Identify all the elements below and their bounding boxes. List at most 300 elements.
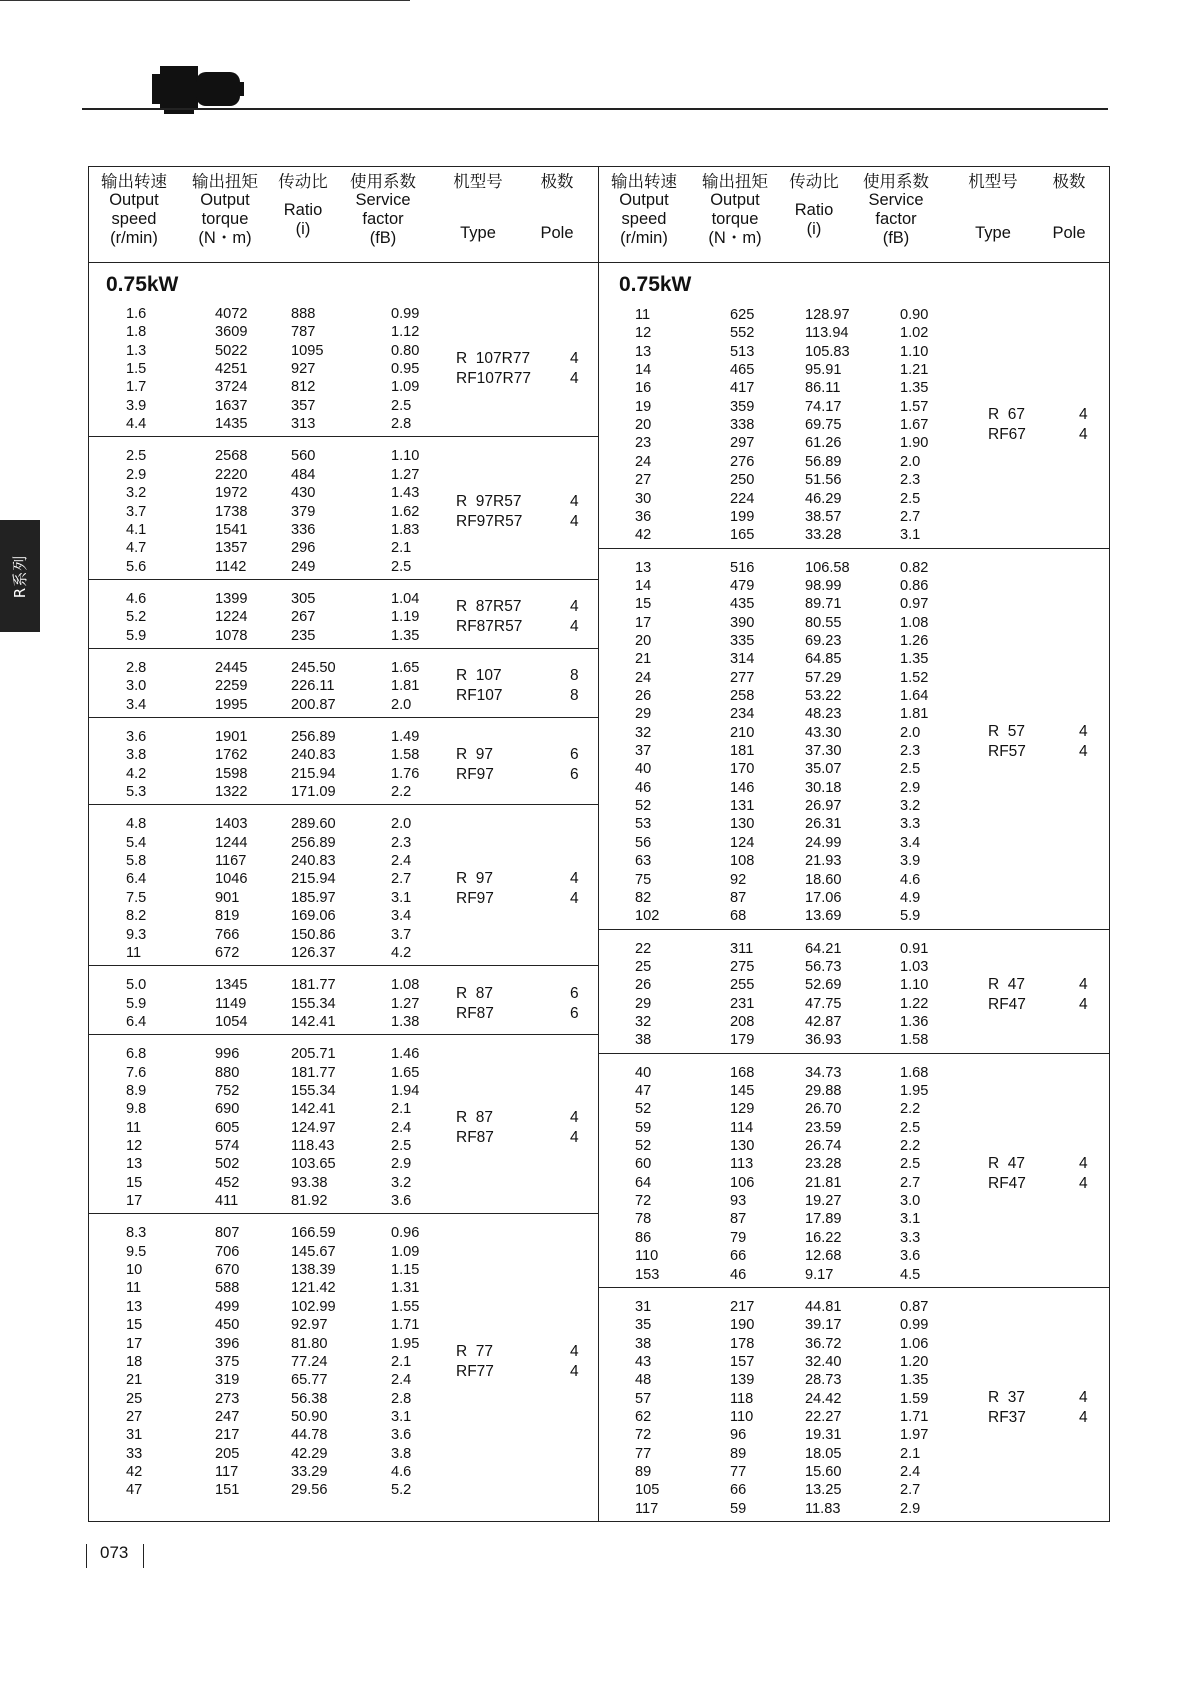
left-cell: 319 bbox=[215, 1372, 240, 1389]
left-cell: 1995 bbox=[215, 696, 248, 713]
right-cell: 625 bbox=[730, 307, 755, 323]
left-cell: 2.8 bbox=[391, 416, 412, 433]
right-cell: 48 bbox=[635, 1372, 652, 1389]
header-col-en: speed bbox=[621, 210, 667, 228]
right-cell: 24.99 bbox=[805, 834, 842, 851]
left-cell: 31 bbox=[126, 1427, 143, 1444]
right-cell: 39.17 bbox=[805, 1317, 842, 1334]
left-cell: 1.15 bbox=[391, 1262, 420, 1279]
left-cell: 1.19 bbox=[391, 609, 420, 626]
left-pole-count: 6 bbox=[570, 745, 579, 763]
left-pole-count: 4 bbox=[570, 370, 579, 388]
right-cell: 79 bbox=[730, 1229, 747, 1246]
left-cell: 42.29 bbox=[291, 1445, 328, 1462]
header-col-en: speed bbox=[111, 210, 157, 228]
left-header-col-5 bbox=[518, 166, 596, 262]
right-cell: 5.9 bbox=[900, 908, 921, 925]
left-pole-count: 4 bbox=[570, 869, 579, 887]
left-cell: 103.65 bbox=[291, 1156, 336, 1173]
left-cell: 313 bbox=[291, 416, 316, 433]
left-cell: 0.99 bbox=[391, 306, 420, 322]
right-cell: 61.26 bbox=[805, 435, 842, 452]
right-cell: 2.7 bbox=[900, 1174, 921, 1191]
left-cell: 155.34 bbox=[291, 1082, 336, 1099]
right-cell: 52 bbox=[635, 798, 652, 815]
left-cell: 502 bbox=[215, 1156, 240, 1173]
left-cell: 4.6 bbox=[391, 1463, 412, 1480]
left-cell: 47 bbox=[126, 1482, 143, 1499]
right-cell: 17.06 bbox=[805, 889, 842, 906]
header-col-en: Type bbox=[975, 224, 1011, 242]
right-cell: 258 bbox=[730, 688, 755, 704]
right-type-model: R 47 bbox=[988, 1154, 1026, 1172]
right-cell: 25 bbox=[635, 958, 652, 975]
right-cell: 87 bbox=[730, 1211, 747, 1228]
left-cell: 1.09 bbox=[391, 1243, 420, 1260]
right-cell: 22 bbox=[635, 940, 652, 957]
left-cell: 2.9 bbox=[391, 1156, 412, 1173]
right-cell: 311 bbox=[730, 940, 754, 957]
left-cell: 77.24 bbox=[291, 1353, 328, 1370]
left-cell: 1.04 bbox=[391, 590, 420, 607]
header-col-en: Output bbox=[200, 191, 250, 209]
right-cell: 2.5 bbox=[900, 1119, 921, 1136]
right-cell: 23 bbox=[635, 435, 652, 452]
header-col-zh: 极数 bbox=[1052, 172, 1086, 191]
left-cell: 1.08 bbox=[391, 977, 420, 994]
left-cell: 1.5 bbox=[126, 361, 147, 378]
right-pole-count: 4 bbox=[1079, 426, 1088, 444]
left-cell: 42 bbox=[126, 1463, 143, 1480]
left-cell: 215.94 bbox=[291, 765, 336, 782]
left-cell: 1142 bbox=[215, 558, 247, 575]
right-cell: 13 bbox=[635, 343, 652, 360]
left-header-col-3 bbox=[338, 166, 428, 262]
header-col-en: Output bbox=[710, 191, 760, 209]
right-cell: 1.67 bbox=[900, 417, 929, 434]
right-cell: 297 bbox=[730, 435, 755, 452]
right-cell: 1.59 bbox=[900, 1390, 929, 1407]
left-header-col-0 bbox=[88, 166, 180, 262]
left-cell: 2445 bbox=[215, 659, 248, 676]
page-number-bar-left bbox=[86, 1544, 87, 1568]
right-cell: 13 bbox=[635, 559, 652, 576]
left-cell: 1399 bbox=[215, 590, 248, 607]
right-cell: 130 bbox=[730, 816, 755, 833]
left-cell: 2259 bbox=[215, 678, 248, 695]
right-type-model: RF67 bbox=[988, 426, 1026, 444]
left-cell: 4.6 bbox=[126, 590, 147, 607]
right-cell: 82 bbox=[635, 889, 652, 906]
right-cell: 2.5 bbox=[900, 1156, 921, 1173]
right-cell: 77 bbox=[730, 1464, 747, 1480]
left-cell: 181.77 bbox=[291, 977, 336, 994]
left-cell: 11 bbox=[126, 944, 142, 961]
right-cell: 1.08 bbox=[900, 614, 929, 631]
left-cell: 5.0 bbox=[126, 977, 147, 994]
left-cell: 6.8 bbox=[126, 1046, 147, 1063]
left-pole-count: 4 bbox=[570, 350, 579, 368]
right-cell: 1.22 bbox=[900, 995, 929, 1012]
right-cell: 38.57 bbox=[805, 508, 842, 525]
right-group-divider bbox=[599, 548, 1110, 549]
right-cell: 1.20 bbox=[900, 1353, 929, 1370]
right-cell: 3.4 bbox=[900, 834, 921, 851]
right-cell: 57 bbox=[635, 1390, 652, 1407]
left-cell: 217 bbox=[215, 1427, 240, 1444]
right-cell: 1.52 bbox=[900, 669, 929, 686]
right-cell: 217 bbox=[730, 1298, 755, 1315]
left-type-model: R 97 bbox=[456, 745, 494, 763]
left-cell: 3.7 bbox=[126, 503, 147, 520]
right-cell: 24.42 bbox=[805, 1390, 842, 1407]
left-cell: 185.97 bbox=[291, 889, 336, 906]
right-cell: 95.91 bbox=[805, 362, 842, 379]
header-col-zh: 机型号 bbox=[968, 172, 1018, 191]
series-side-tab-label: R系列 bbox=[11, 554, 30, 598]
right-cell: 479 bbox=[730, 577, 755, 594]
right-table-header bbox=[599, 166, 1110, 262]
left-cell: 15 bbox=[126, 1317, 143, 1334]
left-cell: 2.3 bbox=[391, 834, 412, 851]
left-type-model: RF87 bbox=[456, 1004, 494, 1022]
right-cell: 181 bbox=[730, 743, 755, 760]
header-col-en: Pole bbox=[1052, 224, 1086, 242]
right-pole-count: 4 bbox=[1079, 1388, 1088, 1406]
left-cell: 4.2 bbox=[126, 765, 147, 782]
right-cell: 47 bbox=[635, 1083, 652, 1099]
right-cell: 0.97 bbox=[900, 596, 929, 613]
left-cell: 3.8 bbox=[391, 1445, 412, 1462]
right-cell: 56.89 bbox=[805, 453, 842, 470]
right-cell: 190 bbox=[730, 1317, 755, 1334]
right-cell: 4.6 bbox=[900, 871, 921, 888]
right-cell: 21 bbox=[635, 651, 652, 668]
left-cell: 1.62 bbox=[391, 503, 420, 520]
right-cell: 117 bbox=[635, 1500, 659, 1517]
left-cell: 1.49 bbox=[391, 729, 420, 745]
left-cell: 81.92 bbox=[291, 1193, 328, 1210]
right-header-col-3 bbox=[849, 166, 943, 262]
right-cell: 52 bbox=[635, 1138, 652, 1155]
right-cell: 118 bbox=[730, 1390, 754, 1407]
left-cell: 5022 bbox=[215, 342, 248, 359]
right-cell: 36.93 bbox=[805, 1032, 842, 1049]
right-cell: 29 bbox=[635, 706, 652, 723]
left-cell: 9.3 bbox=[126, 926, 147, 943]
right-cell: 2.9 bbox=[900, 1500, 921, 1517]
left-type-model: RF97R57 bbox=[456, 512, 523, 530]
right-cell: 64.85 bbox=[805, 651, 842, 668]
right-cell: 1.02 bbox=[900, 325, 929, 342]
right-cell: 3.2 bbox=[900, 798, 921, 815]
right-cell: 2.5 bbox=[900, 490, 921, 507]
left-pole-count: 4 bbox=[570, 598, 579, 616]
left-cell: 56.38 bbox=[291, 1390, 328, 1407]
left-cell: 2.1 bbox=[391, 540, 412, 557]
left-cell: 5.8 bbox=[126, 853, 147, 870]
left-cell: 29.56 bbox=[291, 1482, 328, 1499]
left-cell: 273 bbox=[215, 1390, 240, 1407]
left-cell: 901 bbox=[215, 889, 240, 906]
right-cell: 2.3 bbox=[900, 743, 921, 760]
left-cell: 102.99 bbox=[291, 1298, 336, 1315]
right-cell: 18.05 bbox=[805, 1445, 842, 1462]
right-cell: 96 bbox=[730, 1427, 747, 1444]
right-cell: 3.1 bbox=[900, 527, 921, 544]
right-cell: 75 bbox=[635, 871, 652, 888]
right-cell: 93 bbox=[730, 1193, 747, 1210]
left-cell: 4.7 bbox=[126, 540, 147, 557]
right-type-model: RF47 bbox=[988, 995, 1026, 1013]
right-cell: 35.07 bbox=[805, 761, 842, 778]
left-cell: 1.6 bbox=[126, 306, 147, 322]
left-cell: 33.29 bbox=[291, 1463, 328, 1480]
right-cell: 17.89 bbox=[805, 1211, 842, 1228]
header-col-zh: 使用系数 bbox=[863, 172, 929, 191]
right-cell: 89 bbox=[635, 1464, 652, 1480]
left-cell: 1.31 bbox=[391, 1280, 420, 1297]
left-cell: 65.77 bbox=[291, 1372, 328, 1389]
left-type-model: RF87R57 bbox=[456, 618, 523, 636]
right-cell: 24 bbox=[635, 453, 652, 470]
right-cell: 231 bbox=[730, 995, 755, 1012]
right-cell: 33.28 bbox=[805, 527, 842, 544]
left-cell: 3.9 bbox=[126, 397, 147, 414]
right-group-divider bbox=[599, 1287, 1110, 1288]
left-cell: 142.41 bbox=[291, 1013, 336, 1030]
left-cell: 752 bbox=[215, 1082, 240, 1099]
left-cell: 396 bbox=[215, 1335, 240, 1352]
right-cell: 2.2 bbox=[900, 1101, 921, 1118]
right-cell: 1.81 bbox=[900, 706, 929, 723]
left-cell: 3.6 bbox=[391, 1193, 412, 1210]
header-col-en: (r/min) bbox=[620, 229, 668, 247]
left-cell: 1403 bbox=[215, 816, 248, 833]
right-type-model: RF57 bbox=[988, 743, 1026, 761]
left-cell: 118.43 bbox=[291, 1138, 335, 1154]
left-type-model: R 107 bbox=[456, 667, 502, 685]
right-cell: 0.99 bbox=[900, 1317, 929, 1334]
right-cell: 110 bbox=[730, 1408, 754, 1425]
header-col-zh: 极数 bbox=[540, 172, 574, 191]
right-cell: 1.36 bbox=[900, 1013, 929, 1030]
right-cell: 29 bbox=[635, 995, 652, 1012]
left-cell: 4.4 bbox=[126, 416, 147, 433]
left-cell: 226.11 bbox=[291, 678, 335, 695]
right-cell: 38 bbox=[635, 1032, 652, 1049]
left-pole-count: 4 bbox=[570, 512, 579, 530]
left-cell: 6.4 bbox=[126, 871, 147, 888]
left-cell: 807 bbox=[215, 1225, 240, 1242]
right-cell: 48.23 bbox=[805, 706, 842, 723]
left-cell: 379 bbox=[291, 503, 316, 520]
right-cell: 13.69 bbox=[805, 908, 842, 925]
right-cell: 129 bbox=[730, 1101, 755, 1118]
left-cell: 8.2 bbox=[126, 908, 147, 925]
right-cell: 66 bbox=[730, 1482, 747, 1499]
right-cell: 153 bbox=[635, 1266, 660, 1283]
right-cell: 64 bbox=[635, 1174, 652, 1191]
right-cell: 21.81 bbox=[805, 1174, 842, 1191]
left-type-model: RF97 bbox=[456, 765, 494, 783]
right-cell: 46 bbox=[635, 779, 652, 796]
right-cell: 106 bbox=[730, 1174, 755, 1191]
right-cell: 23.59 bbox=[805, 1119, 842, 1136]
right-cell: 14 bbox=[635, 577, 652, 594]
left-pole-count: 8 bbox=[570, 687, 579, 705]
right-cell: 108 bbox=[730, 853, 755, 870]
header-col-en: factor bbox=[875, 210, 917, 228]
left-cell: 1.10 bbox=[391, 448, 420, 465]
right-cell: 1.21 bbox=[900, 362, 929, 379]
left-pole-count: 6 bbox=[570, 1004, 579, 1022]
right-cell: 28.73 bbox=[805, 1372, 842, 1389]
left-cell: 151 bbox=[215, 1482, 240, 1499]
right-cell: 24 bbox=[635, 669, 652, 686]
left-cell: 7.6 bbox=[126, 1064, 147, 1081]
right-cell: 0.86 bbox=[900, 577, 929, 594]
right-cell: 1.35 bbox=[900, 380, 929, 397]
left-cell: 1637 bbox=[215, 397, 248, 414]
left-pole-count: 6 bbox=[570, 765, 579, 783]
right-cell: 37.30 bbox=[805, 743, 842, 760]
right-cell: 57.29 bbox=[805, 669, 842, 686]
right-cell: 2.2 bbox=[900, 1138, 921, 1155]
right-header-col-5 bbox=[1029, 166, 1109, 262]
left-cell: 181.77 bbox=[291, 1064, 336, 1081]
left-pole-count: 6 bbox=[570, 984, 579, 1002]
header-col-en: torque bbox=[711, 210, 759, 228]
left-cell: 927 bbox=[291, 361, 316, 378]
left-cell: 33 bbox=[126, 1445, 143, 1462]
right-cell: 3.0 bbox=[900, 1193, 921, 1210]
left-cell: 357 bbox=[291, 397, 316, 414]
left-cell: 2.0 bbox=[391, 696, 412, 713]
right-cell: 63 bbox=[635, 853, 652, 870]
left-cell: 1.81 bbox=[391, 678, 420, 695]
right-cell: 62 bbox=[635, 1408, 652, 1425]
left-cell: 1.7 bbox=[126, 379, 147, 396]
left-cell: 0.96 bbox=[391, 1225, 420, 1242]
left-cell: 1.09 bbox=[391, 379, 420, 396]
series-side-tab bbox=[0, 520, 40, 632]
left-cell: 205 bbox=[215, 1445, 240, 1462]
left-cell: 1.46 bbox=[391, 1046, 420, 1063]
left-cell: 430 bbox=[291, 485, 316, 502]
header-col-en: Type bbox=[460, 224, 496, 242]
left-cell: 787 bbox=[291, 324, 316, 341]
right-cell: 2.7 bbox=[900, 1482, 921, 1499]
right-cell: 16 bbox=[635, 380, 652, 397]
right-cell: 145 bbox=[730, 1083, 755, 1099]
right-cell: 26.31 bbox=[805, 816, 842, 833]
right-cell: 43 bbox=[635, 1353, 652, 1370]
right-cell: 1.10 bbox=[900, 343, 929, 360]
right-header-col-1 bbox=[691, 166, 779, 262]
left-type-model: R 107R77 bbox=[456, 350, 531, 368]
right-cell: 3.1 bbox=[900, 1211, 921, 1228]
header-col-en: torque bbox=[201, 210, 249, 228]
right-cell: 36 bbox=[635, 508, 652, 525]
left-cell: 21 bbox=[126, 1372, 143, 1389]
right-cell: 59 bbox=[730, 1500, 747, 1517]
left-cell: 1972 bbox=[215, 485, 248, 502]
left-cell: 375 bbox=[215, 1353, 240, 1370]
header-col-en: Service bbox=[868, 191, 924, 209]
left-cell: 690 bbox=[215, 1101, 240, 1118]
right-cell: 314 bbox=[730, 651, 755, 668]
right-pole-count: 4 bbox=[1079, 1408, 1088, 1426]
right-cell: 15.60 bbox=[805, 1464, 842, 1480]
right-cell: 113 bbox=[730, 1156, 754, 1173]
right-cell: 224 bbox=[730, 490, 755, 507]
left-cell: 2.1 bbox=[391, 1101, 412, 1118]
right-cell: 86 bbox=[635, 1229, 652, 1246]
left-cell: 93.38 bbox=[291, 1174, 328, 1191]
left-cell: 1.27 bbox=[391, 466, 420, 483]
left-cell: 2220 bbox=[215, 466, 248, 483]
left-cell: 819 bbox=[215, 908, 240, 925]
left-type-model: R 77 bbox=[456, 1343, 494, 1361]
right-cell: 3.3 bbox=[900, 1229, 921, 1246]
right-cell: 56.73 bbox=[805, 958, 842, 975]
left-cell: 706 bbox=[215, 1243, 240, 1260]
left-type-model: R 97 bbox=[456, 869, 494, 887]
right-cell: 128.97 bbox=[805, 307, 850, 323]
left-cell: 670 bbox=[215, 1262, 240, 1279]
right-cell: 170 bbox=[730, 761, 755, 778]
left-pole-count: 4 bbox=[570, 889, 579, 907]
right-cell: 1.35 bbox=[900, 651, 929, 668]
right-pole-count: 4 bbox=[1079, 406, 1088, 424]
header-col-zh: 输出转速 bbox=[101, 172, 167, 191]
left-cell: 8.9 bbox=[126, 1082, 147, 1099]
left-group-divider bbox=[88, 436, 598, 437]
left-cell: 121.42 bbox=[291, 1280, 336, 1297]
left-cell: 1.95 bbox=[391, 1335, 420, 1352]
header-col-en: Service bbox=[355, 191, 411, 209]
left-pole-count: 4 bbox=[570, 1108, 579, 1126]
left-cell: 2.8 bbox=[391, 1390, 412, 1407]
left-cell: 560 bbox=[291, 448, 316, 465]
right-type-model: R 57 bbox=[988, 723, 1026, 741]
right-header-col-2 bbox=[779, 166, 849, 262]
left-pole-count: 4 bbox=[570, 1128, 579, 1146]
left-cell: 249 bbox=[291, 558, 316, 575]
right-cell: 32.40 bbox=[805, 1353, 842, 1370]
left-cell: 4251 bbox=[215, 361, 248, 378]
left-cell: 7.5 bbox=[126, 889, 147, 906]
left-cell: 247 bbox=[215, 1408, 240, 1425]
right-cell: 34.73 bbox=[805, 1064, 842, 1081]
right-cell: 465 bbox=[730, 362, 755, 379]
right-cell: 113.94 bbox=[805, 325, 849, 342]
right-cell: 3.6 bbox=[900, 1248, 921, 1265]
left-type-model: RF77 bbox=[456, 1363, 494, 1381]
left-cell: 1598 bbox=[215, 765, 248, 782]
left-cell: 2.5 bbox=[391, 397, 412, 414]
right-cell: 1.03 bbox=[900, 958, 929, 975]
left-header-col-2 bbox=[268, 166, 338, 262]
right-cell: 146 bbox=[730, 779, 755, 796]
right-cell: 234 bbox=[730, 706, 755, 723]
left-cell: 2.0 bbox=[391, 816, 412, 833]
right-cell: 513 bbox=[730, 343, 755, 360]
right-cell: 19.27 bbox=[805, 1193, 842, 1210]
right-cell: 1.10 bbox=[900, 977, 929, 994]
right-cell: 29.88 bbox=[805, 1083, 842, 1099]
